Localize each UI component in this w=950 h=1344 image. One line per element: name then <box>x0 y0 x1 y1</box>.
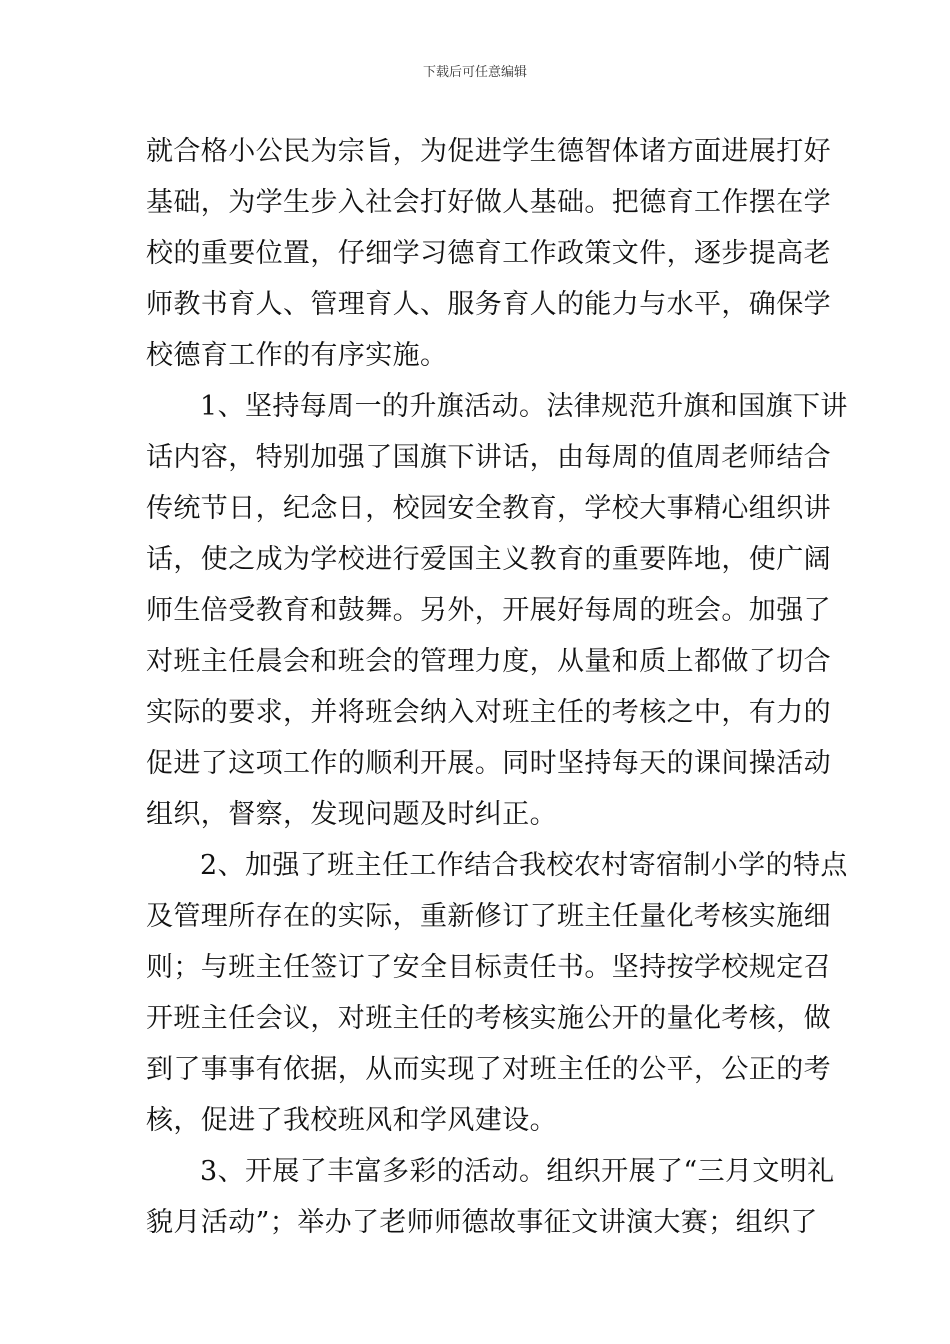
paragraph-start-line: 2、加强了班主任工作结合我校农村寄宿制小学的特点 <box>200 850 848 881</box>
text-line: 核，促进了我校班风和学风建设。 <box>146 1105 557 1136</box>
text-line: 师教书育人、管理育人、服务育人的能力与水平，确保学 <box>146 289 831 320</box>
text-line: 校德育工作的有序实施。 <box>146 340 448 371</box>
text-line: 校的重要位置，仔细学习德育工作政策文件，逐步提高老 <box>146 238 831 269</box>
text-line: 组织，督察，发现问题及时纠正。 <box>146 799 557 830</box>
text-line: 及管理所存在的实际，重新修订了班主任量化考核实施细 <box>146 901 831 932</box>
text-line: 话，使之成为学校进行爱国主义教育的重要阵地，使广阔 <box>146 544 831 575</box>
text-line: 开班主任会议，对班主任的考核实施公开的量化考核，做 <box>146 1003 831 1034</box>
text-line: 师生倍受教育和鼓舞。另外，开展好每周的班会。加强了 <box>146 595 831 626</box>
paragraph-start-line: 3、开展了丰富多彩的活动。组织开展了“三月文明礼 <box>200 1156 835 1187</box>
text-line: 促进了这项工作的顺利开展。同时坚持每天的课间操活动 <box>146 748 831 779</box>
text-line: 就合格小公民为宗旨，为促进学生德智体诸方面进展打好 <box>146 136 831 167</box>
text-line: 貌月活动”；举办了老师师德故事征文讲演大赛；组织了 <box>146 1207 818 1238</box>
text-line: 基础，为学生步入社会打好做人基础。把德育工作摆在学 <box>146 187 831 218</box>
document-body <box>146 126 848 1248</box>
text-line: 实际的要求，并将班会纳入对班主任的考核之中，有力的 <box>146 697 831 728</box>
text-line: 话内容，特别加强了国旗下讲话，由每周的值周老师结合 <box>146 442 831 473</box>
text-line: 到了事事有依据，从而实现了对班主任的公平，公正的考 <box>146 1054 831 1085</box>
text-line: 对班主任晨会和班会的管理力度，从量和质上都做了切合 <box>146 646 831 677</box>
paragraph-start-line: 1、坚持每周一的升旗活动。法律规范升旗和国旗下讲 <box>200 391 848 422</box>
text-line: 则；与班主任签订了安全目标责任书。坚持按学校规定召 <box>146 952 831 983</box>
page-header: 下载后可任意编辑 <box>422 65 527 80</box>
text-line: 传统节日，纪念日，校园安全教育，学校大事精心组织讲 <box>146 493 831 524</box>
